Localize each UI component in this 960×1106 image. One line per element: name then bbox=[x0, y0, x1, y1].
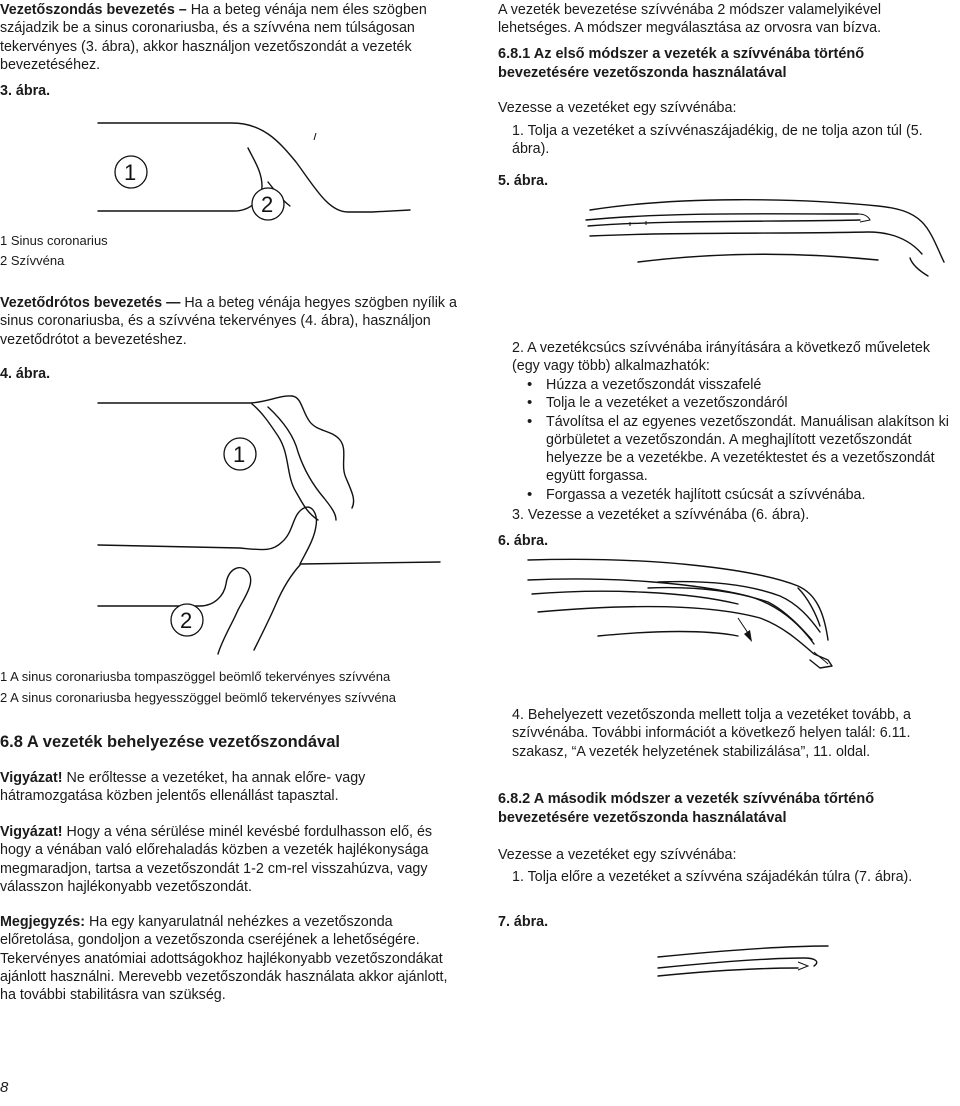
note-text: Ha egy kanyarulatnál nehézkes a vezetőszonda előretolása, gondoljon a vezetőszonda cseréjének a lehetőségére. Tekervényes anatómiai adottságokhoz hajlékonyabb vezetőszondákat ajánlott használni. Merevebb vezetőszondák használata akkor ajánlott, ha további stabilitásra van szükség. bbox=[0, 914, 448, 1004]
figure-4-legend-2: 2 A sinus coronariusba hegyesszöggel beömlő tekervényes szívvéna bbox=[0, 690, 397, 705]
figure-5-label: 5. ábra. bbox=[498, 173, 549, 189]
method-2-lead: Vezesse a vezetéket egy szívvénába: bbox=[498, 847, 737, 863]
note-label: Megjegyzés: bbox=[0, 914, 86, 930]
caution-2-text: Hogy a véna sérülése minél kevésbé fordulhasson elő, és hogy a vénában való előrehaladás közben a vezeték hajlékonysága megmaradjon, tartsa a vezetőszondát 1-2 cm-rel visszahúzva, vagy válasszon hajlékonyabb vezetőszondát. bbox=[0, 824, 433, 895]
method-1-step-4: 4. Behelyezett vezetőszonda mellett tolja a vezetéket tovább, a szívvénába. További információt a következő helyen talál: 6.11. szakasz, “A vezeték helyzetének stabilizálása”, 11. oldal. bbox=[512, 707, 911, 760]
method-1-step-1: 1. Tolja a vezetéket a szívvénaszájadékig, de ne tolja azon túl (5. ábra). bbox=[512, 123, 923, 158]
guidewire-title: Vezetődrótos bevezetés bbox=[0, 295, 163, 311]
figure-4-marker-1: 1 bbox=[233, 442, 246, 467]
figure-3-marker-1: 1 bbox=[124, 160, 137, 185]
bullet-item: • Forgassa a vezeték hajlított csúcsát a szívvénába. bbox=[522, 486, 958, 504]
figure-4-illustration bbox=[0, 0, 470, 660]
method-1-step-3: 3. Vezesse a vezetéket a szívvénába (6. ábra). bbox=[512, 507, 810, 523]
figure-7-illustration bbox=[498, 0, 960, 1000]
methods-intro: A vezeték bevezetése szívvénába 2 módszer valamelyikével lehetséges. A módszer megválasztása az orvosra van bízva. bbox=[498, 2, 882, 37]
note-paragraph bbox=[0, 913, 464, 1004]
figure-4-marker-2: 2 bbox=[180, 608, 193, 633]
bullet-item: • Húzza a vezetőszondát visszafelé bbox=[522, 376, 958, 394]
caution-2-label: Vigyázat! bbox=[0, 824, 63, 840]
section-6-8-heading: 6.8 A vezeték behelyezése vezetőszondával bbox=[0, 733, 340, 751]
figure-4-legend-1: 1 A sinus coronariusba tompaszöggel beömlő tekervényes szívvéna bbox=[0, 669, 391, 684]
caution-1-text: Ne erőltesse a vezetéket, ha annak előre- vagy hátramozgatása közben jelentős ellenállást tapasztal. bbox=[0, 770, 366, 805]
figure-7-label: 7. ábra. bbox=[498, 914, 549, 930]
guidewire-dash: — bbox=[162, 295, 185, 311]
method-2-heading: 6.8.2 A második módszer a vezeték szívvénába tőrténő bevezetésére vezetőszonda használatával bbox=[498, 791, 875, 826]
figure-3-label: 3. ábra. bbox=[0, 83, 51, 99]
method-1-heading: 6.8.1 Az első módszer a vezeték a szívvénába történő bevezetésére vezetőszonda használatával bbox=[498, 46, 865, 81]
bullet-item: • Távolítsa el az egyenes vezetőszondát. Manuálisan alakítson ki görbületet a vezetőszondán. A meghajlított vezetőszondát helyezze be a vezetékbe. A vezetéktestet és a vezetőszondát együtt forgassa. bbox=[522, 413, 958, 486]
figure-3-legend-1: 1 Sinus coronarius bbox=[0, 233, 108, 248]
figure-4-label: 4. ábra. bbox=[0, 366, 51, 382]
method-1-step-2: 2. A vezetékcsúcs szívvénába irányítására a következő műveletek (egy vagy több) alkalmazhatók: bbox=[512, 340, 931, 375]
guidewire-text: Ha a beteg vénája hegyes szögben nyílik a sinus coronariusba, és a szívvéna tekervényes (4. ábra), használjon vezetődrótot a bevezetéshez. bbox=[0, 295, 457, 348]
figure-3-legend-2: 2 Szívvéna bbox=[0, 253, 65, 268]
bullet-item: • Tolja le a vezetéket a vezetőszondáról bbox=[522, 394, 958, 412]
caution-2-paragraph bbox=[0, 823, 464, 896]
figure-3-marker-2: 2 bbox=[261, 192, 274, 217]
guide-intro-title: Vezetőszondás bevezetés bbox=[0, 2, 175, 18]
method-1-lead: Vezesse a vezetéket egy szívvénába: bbox=[498, 100, 737, 116]
figure-6-label: 6. ábra. bbox=[498, 533, 549, 549]
caution-1-paragraph bbox=[0, 769, 464, 806]
page-number: 8 bbox=[0, 1079, 9, 1096]
caution-1-label: Vigyázat! bbox=[0, 770, 63, 786]
guide-intro-dash: – bbox=[174, 2, 191, 18]
method-2-step-1: 1. Tolja előre a vezetéket a szívvéna szájadékán túlra (7. ábra). bbox=[512, 869, 913, 885]
guide-intro-text: Ha a beteg vénája nem éles szögben szájadzik be a sinus coronariusba, és a szívvéna nem túlságosan tekervényes (3. ábra), akkor használjon vezetőszondát a vezeték bevezetéséhez. bbox=[0, 2, 427, 73]
